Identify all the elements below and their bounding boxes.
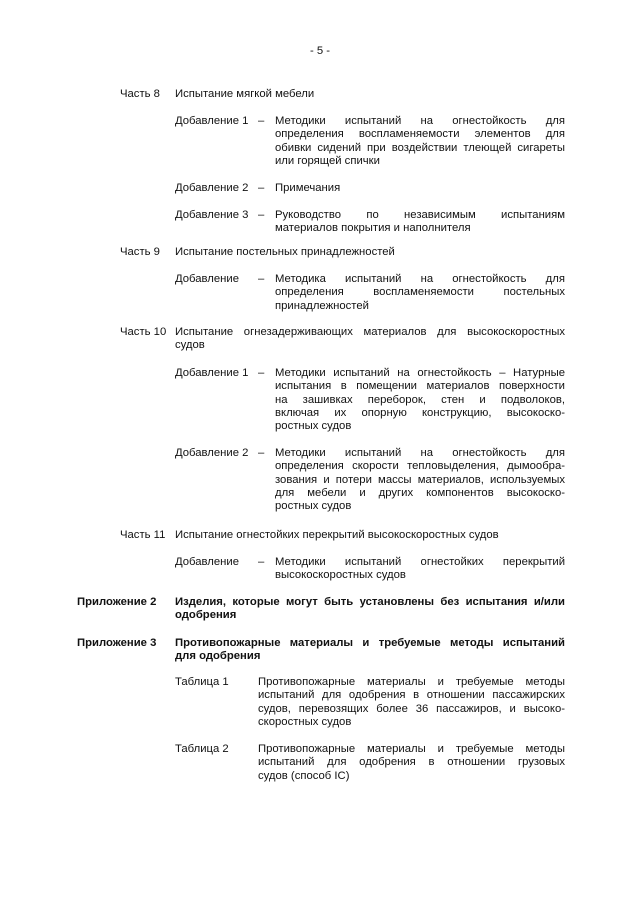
part-10-addition-2-text: Методики испытаний на огнестойкость для определения скорости тепловыделения, дымообра- зования и потери массы материалов, используемых для мебели и других компонентов высокоско- ростных судов bbox=[275, 447, 565, 513]
part-8-addition-2-text: Примечания bbox=[275, 182, 341, 194]
part-11-addition-label: Добавление bbox=[175, 556, 240, 568]
annex-3-title: Противопожарные материалы и требуемые методы испытаний для одобрения bbox=[175, 637, 565, 663]
annex-2-title: Изделия, которые могут быть установлены без испытания и/или одобрения bbox=[175, 596, 565, 622]
part-9-addition-label: Добавление bbox=[175, 273, 240, 285]
table-2-text: Противопожарные материалы и требуемые методы испытаний для одобрения в отношении грузовых судов (способ IC) bbox=[258, 743, 565, 782]
part-8-addition-1-text: Методики испытаний на огнестойкость для определения воспламеняемости элементов для обивки сидений при воздействии тлеющей сигареты или горящей спички bbox=[275, 115, 565, 167]
part-11-addition-text: Методики испытаний огнестойких перекрытий высокоскоростных судов bbox=[275, 556, 565, 582]
part-9-label: Часть 9 bbox=[120, 246, 160, 258]
part-9-title: Испытание постельных принадлежностей bbox=[175, 246, 395, 258]
part-8-label: Часть 8 bbox=[120, 88, 160, 100]
part-8-addition-3-label: Добавление 3 bbox=[175, 209, 249, 221]
part-9-addition-dash: – bbox=[258, 273, 265, 285]
part-10-title: Испытание огнезадерживающих материалов для высокоскоростных судов bbox=[175, 326, 565, 352]
part-11-label: Часть 11 bbox=[120, 529, 166, 541]
part-10-addition-1-label: Добавление 1 bbox=[175, 367, 249, 379]
part-11-title: Испытание огнестойких перекрытий высокоскоростных судов bbox=[175, 529, 499, 541]
part-8-addition-1-label: Добавление 1 bbox=[175, 115, 249, 127]
part-8-addition-2-label: Добавление 2 bbox=[175, 182, 249, 194]
part-10-addition-2-label: Добавление 2 bbox=[175, 447, 249, 459]
part-11-addition-dash: – bbox=[258, 556, 265, 568]
table-2-label: Таблица 2 bbox=[175, 743, 229, 755]
page-number: - 5 - bbox=[309, 45, 331, 57]
part-8-addition-3-text: Руководство по независимым испытаниям материалов покрытия и наполнителя bbox=[275, 209, 565, 235]
table-1-text: Противопожарные материалы и требуемые методы испытаний для одобрения в отношении пассажирских судов, перевозящих более 36 пассажиров, и высоко- скоростных судов bbox=[258, 676, 565, 728]
part-10-addition-1-text: Методики испытаний на огнестойкость – Натурные испытания в помещении материалов поверхности на зашивках переборок, стен и подволоков, включая их опорную конструкцию, высокоско- ростных судов bbox=[275, 367, 565, 433]
annex-3-label: Приложение 3 bbox=[77, 637, 157, 649]
part-10-label: Часть 10 bbox=[120, 326, 167, 338]
part-8-addition-2-dash: – bbox=[258, 182, 265, 194]
part-10-addition-1-dash: – bbox=[258, 367, 265, 379]
annex-2-label: Приложение 2 bbox=[77, 596, 157, 608]
part-8-addition-3-dash: – bbox=[258, 209, 265, 221]
part-8-title: Испытание мягкой мебели bbox=[175, 88, 315, 100]
table-1-label: Таблица 1 bbox=[175, 676, 229, 688]
part-10-addition-2-dash: – bbox=[258, 447, 265, 459]
part-8-addition-1-dash: – bbox=[258, 115, 265, 127]
part-9-addition-text: Методика испытаний на огнестойкость для определения воспламеняемости постельных принадлежностей bbox=[275, 273, 565, 312]
